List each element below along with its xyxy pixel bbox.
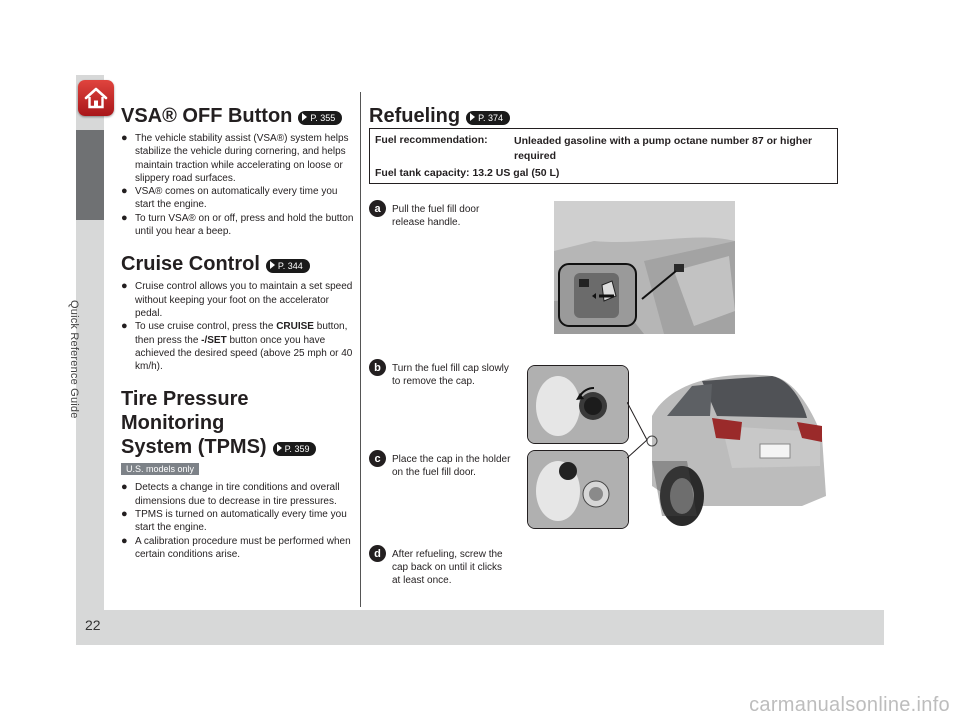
set-button-label: -/SET	[201, 334, 227, 346]
step-text: Place the cap in the holder on the fuel fill door.	[392, 454, 511, 478]
refueling-title: Refueling	[369, 105, 461, 127]
cap-remove-image	[527, 365, 629, 444]
cruise-page-ref[interactable]	[266, 259, 310, 273]
tpms-section	[121, 387, 356, 561]
cruise-text-pre: To use cruise control, press the	[135, 321, 277, 333]
list-item: ● The vehicle stability assist (VSA®) system helps stabilize the vehicle during cornering, and helps maintain traction while accelerating on loose or slippery road surfaces.	[121, 132, 356, 185]
list-item: ● A calibration procedure must be performed when certain conditions arise.	[121, 535, 356, 562]
cap-remove-illustration	[528, 366, 628, 443]
list-item: ● VSA® comes on automatically every time you start the engine.	[121, 185, 356, 212]
arrow-icon	[470, 113, 475, 121]
cruise-button-label: CRUISE	[276, 321, 314, 333]
release-handle-image	[554, 201, 735, 334]
cruise-text-mid: button, then press the	[135, 321, 348, 346]
vsa-ref-text: P. 355	[310, 113, 336, 123]
step-number: c	[369, 450, 386, 467]
vsa-title: VSA® OFF Button	[121, 105, 293, 127]
tpms-page-ref[interactable]	[273, 442, 317, 456]
home-button[interactable]	[78, 80, 114, 116]
refueling-page-ref[interactable]	[466, 111, 510, 125]
arrow-icon	[277, 444, 282, 452]
tpms-title-line2: System (TPMS)	[121, 436, 267, 459]
step-b	[369, 359, 512, 388]
left-column	[121, 104, 356, 575]
pointer-line-b	[627, 440, 647, 460]
list-item	[121, 320, 356, 373]
list-item: ● Cruise control allows you to maintain a set speed without keeping your foot on the accelerator pedal.	[121, 280, 356, 320]
list-item: ● TPMS is turned on automatically every time you start the engine.	[121, 508, 356, 535]
vsa-section	[121, 104, 356, 238]
step-c	[369, 450, 512, 479]
vsa-bullets	[121, 132, 356, 238]
step-number: a	[369, 200, 386, 217]
tpms-bullets	[121, 481, 356, 561]
cruise-ref-text: P. 344	[277, 261, 303, 272]
step-text: After refueling, screw the cap back on until it clicks at least once.	[392, 549, 503, 586]
fuel-info-box	[369, 128, 838, 184]
fuel-rec-label: Fuel recommendation:	[375, 134, 488, 146]
step-text: Pull the fuel fill door release handle.	[392, 204, 480, 228]
cruise-text-post: button once you have achieved the desired speed (above 25 mph or 40 km/h).	[135, 334, 353, 373]
cruise-bullets	[121, 280, 356, 373]
refueling-heading	[369, 104, 839, 128]
arrow-icon	[270, 261, 275, 269]
fuel-tank-capacity: Fuel tank capacity: 13.2 US gal (50 L)	[375, 167, 560, 179]
step-d	[369, 545, 512, 587]
fuel-rec-value: Unleaded gasoline with a pump octane number 87 or higher required	[514, 135, 813, 162]
step-text: Turn the fuel fill cap slowly to remove the cap.	[392, 363, 509, 387]
step-number: d	[369, 545, 386, 562]
cap-pointer-line	[627, 402, 647, 442]
vsa-page-ref[interactable]	[298, 111, 342, 125]
column-divider	[360, 92, 361, 607]
sidebar-label[interactable]: Quick Reference Guide	[68, 300, 80, 419]
sidebar-section-marker	[76, 130, 104, 220]
home-icon	[83, 86, 109, 110]
cap-holder-illustration	[528, 451, 628, 528]
arrow-icon	[302, 113, 307, 121]
region-badge: U.S. models only	[121, 463, 199, 475]
release-handle-illustration	[554, 201, 735, 334]
cap-holder-image	[527, 450, 629, 529]
tpms-title-line1: Tire Pressure Monitoring	[121, 388, 249, 435]
refueling-ref-text: P. 374	[478, 113, 503, 123]
cruise-title: Cruise Control	[121, 253, 260, 276]
list-item: ● Detects a change in tire conditions and overall dimensions due to decrease in tire pressures.	[121, 481, 356, 508]
cruise-section	[121, 252, 356, 373]
step-a	[369, 200, 512, 229]
footer-bar	[76, 610, 884, 645]
watermark: carmanualsonline.info	[749, 694, 950, 716]
holder-pointer-line	[627, 440, 647, 460]
list-item: ● To turn VSA® on or off, press and hold the button until you hear a beep.	[121, 212, 356, 239]
step-number: b	[369, 359, 386, 376]
page-number: 22	[85, 617, 101, 633]
pointer-line-a	[627, 402, 647, 442]
tpms-ref-text: P. 359	[284, 444, 310, 455]
